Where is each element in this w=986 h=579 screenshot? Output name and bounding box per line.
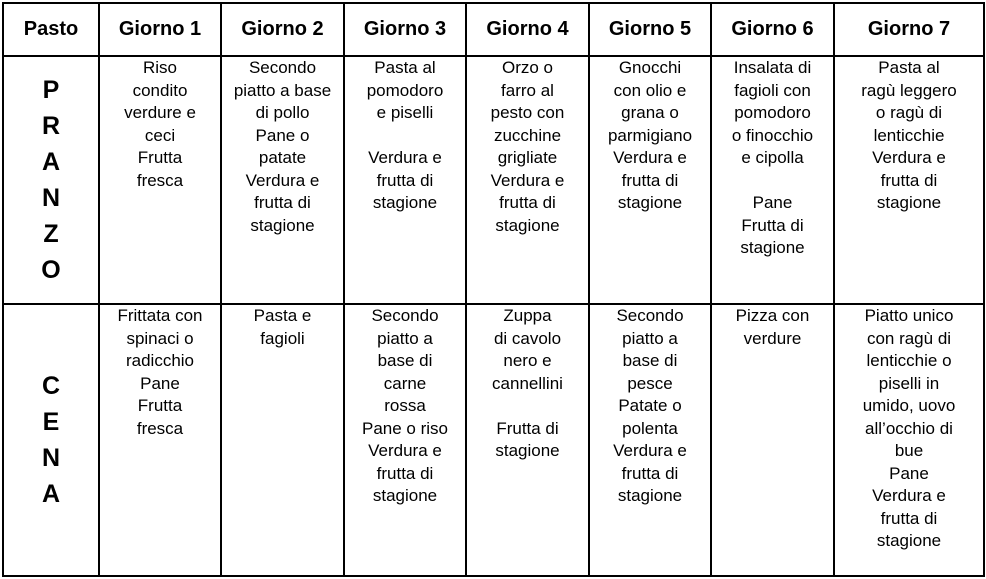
pranzo-day-3-cell: Pasta al pomodoro e piselli Verdura e frutta di stagione bbox=[344, 56, 466, 304]
header-day-4: Giorno 4 bbox=[466, 3, 589, 56]
pranzo-day-7-cell: Pasta al ragù leggero o ragù di lenticchie Verdura e frutta di stagione bbox=[834, 56, 984, 304]
weekly-meal-plan-table bbox=[2, 2, 985, 577]
pranzo-row bbox=[3, 56, 984, 304]
pranzo-letter: O bbox=[41, 256, 61, 284]
cena-letter: A bbox=[41, 480, 61, 508]
cena-day-2-cell: Pasta e fagioli bbox=[221, 304, 344, 576]
pranzo-day-5-cell: Gnocchi con olio e grana o parmigiano Verdura e frutta di stagione bbox=[589, 56, 711, 304]
header-pasto: Pasto bbox=[3, 3, 99, 56]
pranzo-label bbox=[3, 56, 99, 304]
pranzo-day-2-cell: Secondo piatto a base di pollo Pane o patate Verdura e frutta di stagione bbox=[221, 56, 344, 304]
cena-day-1-cell: Frittata con spinaci o radicchio Pane Frutta fresca bbox=[99, 304, 221, 576]
pranzo-day-1-cell: Riso condito verdure e ceci Frutta fresca bbox=[99, 56, 221, 304]
cena-letter: C bbox=[41, 372, 61, 400]
header-row bbox=[3, 3, 984, 56]
pranzo-letter: Z bbox=[43, 220, 59, 248]
cena-letter: N bbox=[41, 444, 61, 472]
pranzo-letter: R bbox=[41, 112, 61, 140]
header-day-2: Giorno 2 bbox=[221, 3, 344, 56]
cena-day-5-cell: Secondo piatto a base di pesce Patate o polenta Verdura e frutta di stagione bbox=[589, 304, 711, 576]
cena-label bbox=[3, 304, 99, 576]
header-day-3: Giorno 3 bbox=[344, 3, 466, 56]
header-day-7: Giorno 7 bbox=[834, 3, 984, 56]
cena-row bbox=[3, 304, 984, 576]
cena-day-6-cell: Pizza con verdure bbox=[711, 304, 834, 576]
header-day-5: Giorno 5 bbox=[589, 3, 711, 56]
cena-letter: E bbox=[42, 408, 60, 436]
pranzo-day-4-cell: Orzo o farro al pesto con zucchine grigliate Verdura e frutta di stagione bbox=[466, 56, 589, 304]
pranzo-letter: A bbox=[41, 148, 61, 176]
header-day-1: Giorno 1 bbox=[99, 3, 221, 56]
cena-day-7-cell: Piatto unico con ragù di lenticchie o piselli in umido, uovo all’occhio di bue Pane Verdura e frutta di stagione bbox=[834, 304, 984, 576]
pranzo-day-6-cell: Insalata di fagioli con pomodoro o finocchio e cipolla Pane Frutta di stagione bbox=[711, 56, 834, 304]
pranzo-letter: P bbox=[42, 76, 60, 104]
cena-day-4-cell: Zuppa di cavolo nero e cannellini Frutta di stagione bbox=[466, 304, 589, 576]
pranzo-letter: N bbox=[41, 184, 61, 212]
header-day-6: Giorno 6 bbox=[711, 3, 834, 56]
cena-day-3-cell: Secondo piatto a base di carne rossa Pane o riso Verdura e frutta di stagione bbox=[344, 304, 466, 576]
